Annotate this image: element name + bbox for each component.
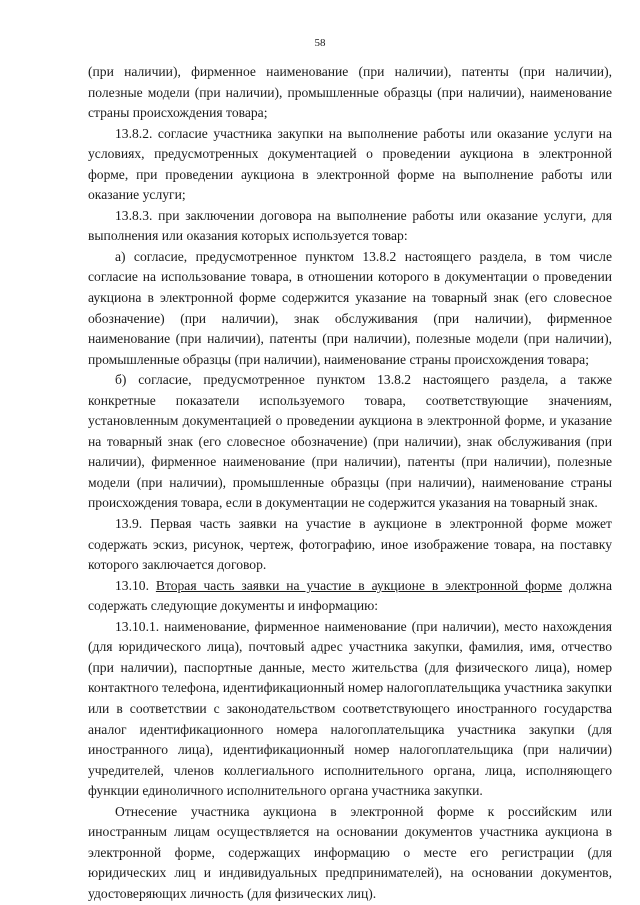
- paragraph-13-10-underlined-heading: Вторая часть заявки на участие в аукционе в электронной форме: [155, 577, 563, 593]
- document-text: [88, 62, 612, 904]
- paragraph-13-8-3: 13.8.3. при заключении договора на выполнение работы или оказание услуги, для выполнения или оказания которых используется товар:: [88, 207, 612, 244]
- paragraph-13-10: [88, 576, 612, 617]
- paragraph-13-8-2: 13.8.2. согласие участника закупки на выполнение работы или оказание услуги на условиях, предусмотренных документацией о проведении аукциона в электронной форме, при проведении аукциона в электронной форме на выполнение работы или оказание услуги;: [88, 125, 612, 203]
- paragraph-participant-classification: Отнесение участника аукциона в электронной форме к российским или иностранным лицам осуществляется на основании документов участника аукциона в электронной форме, содержащих информацию о месте его регистрации (для юридических лиц и индивидуальных предпринимателей), на основании документов, удостоверяющих личность (для физических лиц).: [88, 803, 612, 901]
- paragraph-13-10-rest: должна содержать следующие документы и информацию:: [88, 577, 612, 614]
- paragraph-continuation: (при наличии), фирменное наименование (при наличии), патенты (при наличии), полезные модели (при наличии), промышленные образцы (при наличии), наименование страны происхождения товара;: [88, 64, 612, 121]
- paragraph-13-8-3-a: а) согласие, предусмотренное пунктом 13.8.2 настоящего раздела, в том числе согласие на использование товара, в отношении которого в документации о проведении аукциона в электронной форме содержится указание на товарный знак (его словесное обозначение) (при наличии), знак обслуживания (при наличии), фирменное наименование (при наличии), патенты (при наличии), полезные модели (при наличии), промышленные образцы (при наличии), наименование страны происхождения товара;: [88, 248, 612, 367]
- paragraph-13-10-number: 13.10.: [115, 577, 149, 593]
- paragraph-13-10-1: 13.10.1. наименование, фирменное наименование (при наличии), место нахождения (для юридического лица), почтовый адрес участника закупки, фамилия, имя, отчество (при наличии), паспортные данные, место жительства (для физического лица), номер контактного телефона, идентификационный номер налогоплательщика участника закупки или в соответствии с законодательством соответствующего иностранного государства аналог идентификационного номера налогоплательщика участника закупки (для иностранного лица), идентификационный номер налогоплательщика (при наличии) учредителей, членов коллегиального исполнительного органа, лица, исполняющего функции единоличного исполнительного органа участника закупки.: [88, 618, 612, 799]
- paragraph-13-8-3-b: б) согласие, предусмотренное пунктом 13.8.2 настоящего раздела, а также конкретные показатели используемого товара, соответствующие значениям, установленным документацией о проведении аукциона в электронной форме, и указание на товарный знак (его словесное обозначение) (при наличии), знак обслуживания (при наличии), фирменное наименование (при наличии), патенты (при наличии), полезные модели (при наличии), промышленные образцы (при наличии), наименование страны происхождения товара, если в документации не содержится указания на товарный знак.: [88, 372, 612, 511]
- page-number: 58: [314, 37, 326, 49]
- paragraph-13-9: 13.9. Первая часть заявки на участие в аукционе в электронной форме может содержать эскиз, рисунок, чертеж, фотографию, иное изображение товара, на поставку которого заключается договор.: [88, 516, 612, 573]
